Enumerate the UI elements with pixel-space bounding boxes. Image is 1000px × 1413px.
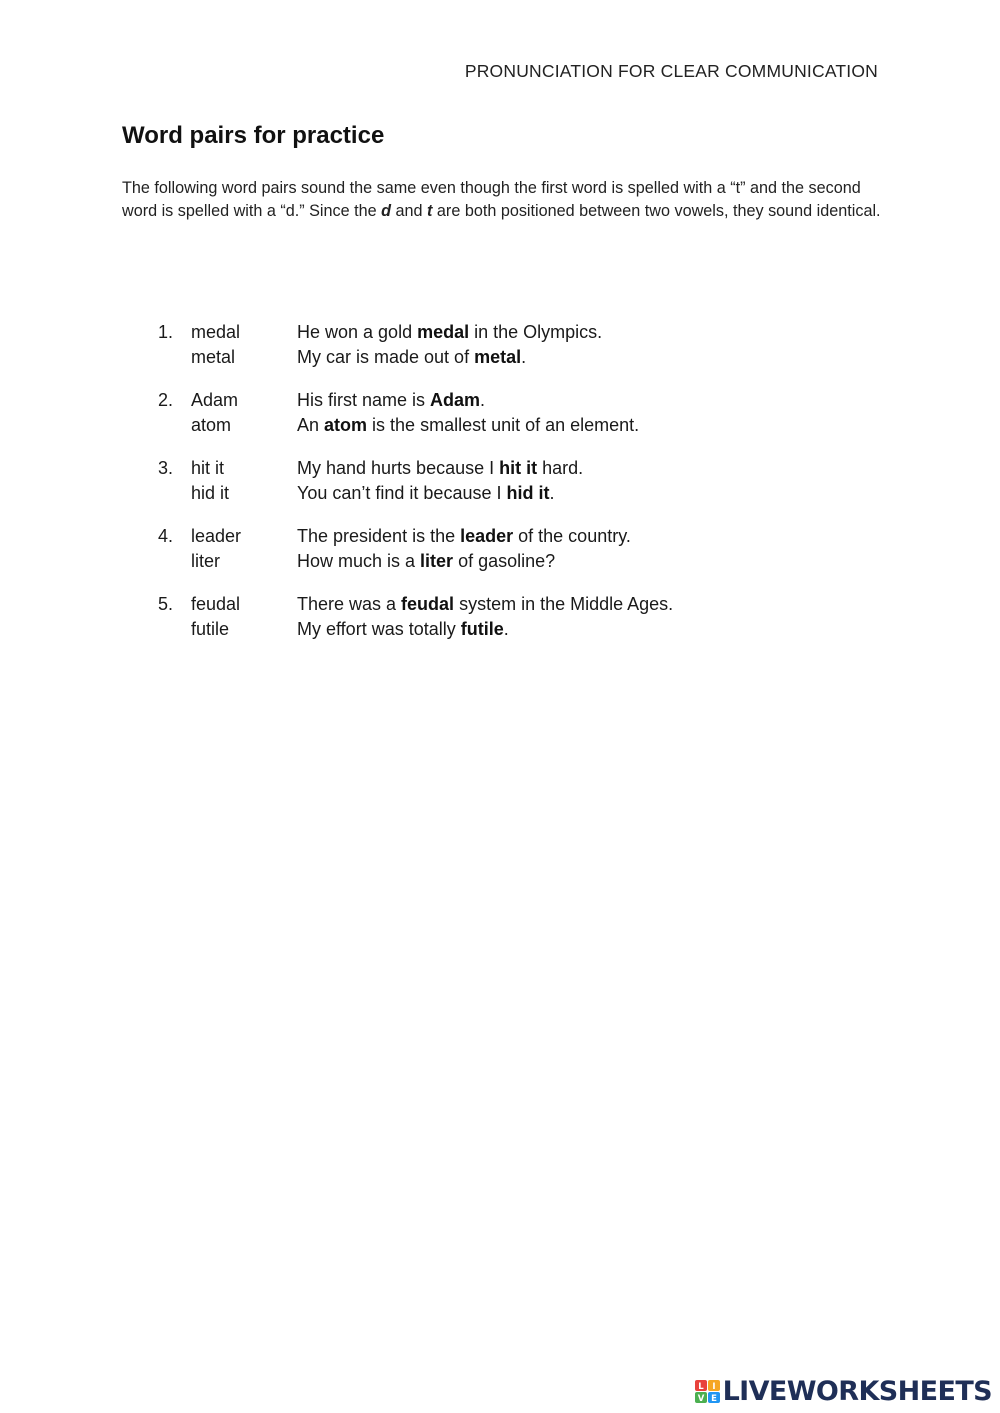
liveworksheets-brand[interactable] [695, 1376, 992, 1407]
brand-name: LIVEWORKSHEETS [722, 1376, 992, 1407]
pair-number: 4. [158, 526, 174, 546]
highlighted-word: feudal [401, 594, 455, 614]
example-sentence: There was a feudal system in the Middle Ages. [297, 594, 674, 614]
pair-number: 2. [158, 390, 174, 410]
pair-line [158, 322, 858, 347]
running-header: PRONUNCIATION FOR CLEAR COMMUNICATION [464, 61, 878, 81]
pair-word: hid it [191, 482, 230, 503]
word-pair [158, 458, 858, 507]
highlighted-word: Adam [430, 390, 481, 410]
pair-word: leader [191, 526, 242, 546]
intro-text: are both positioned between two vowels, they sound identical. [432, 202, 881, 220]
example-sentence: How much is a liter of gasoline? [297, 550, 556, 571]
example-sentence: My car is made out of metal. [297, 346, 527, 367]
pair-number: 3. [158, 458, 174, 478]
highlighted-word: liter [420, 550, 454, 571]
pair-word: atom [191, 414, 232, 435]
pair-word: medal [191, 322, 241, 342]
page-title: Word pairs for practice [122, 122, 385, 149]
intro-paragraph [122, 177, 882, 223]
word-pair [158, 390, 858, 439]
highlighted-word: metal [474, 346, 522, 367]
example-sentence: An atom is the smallest unit of an element. [297, 414, 640, 435]
example-sentence: He won a gold medal in the Olympics. [297, 322, 603, 342]
intro-letter-t: t [427, 202, 433, 220]
pair-line [158, 551, 858, 576]
highlighted-word: medal [417, 322, 470, 342]
logo-letter: I [711, 1381, 716, 1392]
intro-letter-d: d [381, 202, 392, 220]
logo-letter: L [697, 1381, 704, 1392]
example-sentence: My effort was totally futile. [297, 618, 509, 639]
pair-line [158, 526, 858, 551]
pair-line [158, 619, 858, 644]
highlighted-word: leader [460, 526, 514, 546]
example-sentence: The president is the leader of the country. [297, 526, 631, 546]
pair-line [158, 347, 858, 372]
logo-letter: E [710, 1393, 717, 1404]
pair-word: liter [191, 550, 221, 571]
pair-line [158, 594, 858, 619]
highlighted-word: hid it [506, 482, 550, 503]
intro-text: and [391, 202, 428, 220]
word-pair [158, 526, 858, 575]
pair-number: 5. [158, 594, 174, 614]
pair-word: Adam [191, 390, 239, 410]
word-pairs-list [158, 322, 858, 662]
pair-word: hit it [191, 458, 225, 478]
liveworksheets-logo-icon [695, 1380, 721, 1404]
pair-word: feudal [191, 594, 241, 614]
example-sentence: His first name is Adam. [297, 390, 486, 410]
word-pair [158, 322, 858, 371]
pair-number: 1. [158, 322, 174, 342]
pair-line [158, 483, 858, 508]
pair-line [158, 458, 858, 483]
pair-word: metal [191, 346, 236, 367]
logo-letter: V [697, 1393, 704, 1404]
highlighted-word: futile [460, 618, 504, 639]
pair-word: futile [191, 618, 230, 639]
intro-text: The following word pairs sound the same even though the first word is spelled with a “t” and the second word is spelled with a “d.” Since the [122, 179, 861, 220]
word-pair [158, 594, 858, 643]
pair-line [158, 390, 858, 415]
highlighted-word: hit it [499, 458, 538, 478]
pair-line [158, 415, 858, 440]
example-sentence: My hand hurts because I hit it hard. [297, 458, 584, 478]
example-sentence: You can’t find it because I hid it. [297, 482, 555, 503]
highlighted-word: atom [324, 414, 368, 435]
